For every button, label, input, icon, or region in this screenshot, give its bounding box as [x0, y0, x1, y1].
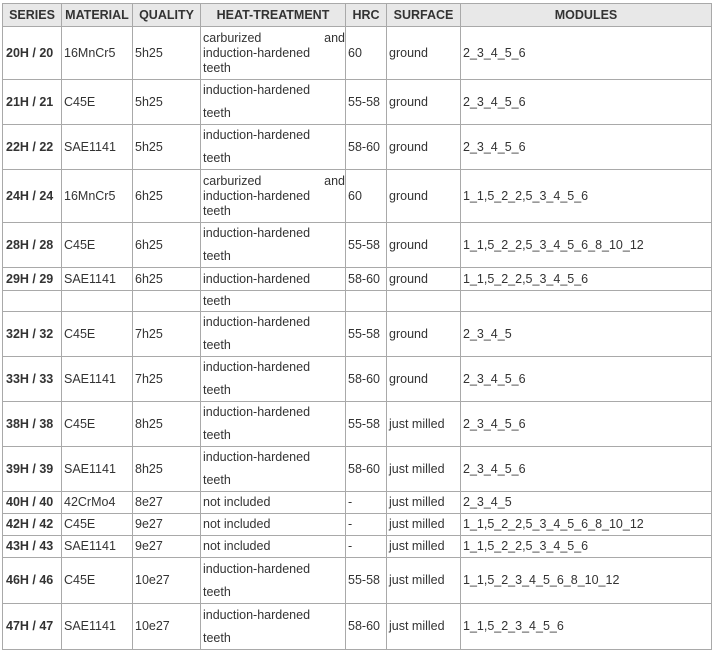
heat-treatment-cell	[201, 357, 346, 402]
surface-cell: ground	[387, 357, 461, 402]
material-cell: 42CrMo4	[62, 492, 133, 514]
heat-treatment-cell	[201, 536, 346, 558]
header-hrc: HRC	[346, 4, 387, 27]
series-cell: 24H / 24	[3, 170, 62, 223]
heat-treatment-line: teeth	[203, 584, 231, 599]
modules-cell: 2_3_4_5_6	[461, 402, 712, 447]
series-cell: 22H / 22	[3, 125, 62, 170]
table-row	[3, 514, 712, 536]
modules-cell: 2_3_4_5	[461, 312, 712, 357]
heat-treatment-cell	[201, 80, 346, 125]
header-row	[3, 4, 712, 27]
heat-treatment-line: induction-hardened	[203, 128, 311, 142]
modules-cell: 1_1,5_2_2,5_3_4_5_6_8_10_12	[461, 223, 712, 268]
table-row	[3, 312, 712, 357]
header-quality: QUALITY	[133, 4, 201, 27]
heat-treatment-line: not included	[203, 517, 271, 531]
quality-cell: 8h25	[133, 402, 201, 447]
surface-cell: ground	[387, 80, 461, 125]
quality-cell: 5h25	[133, 125, 201, 170]
heat-treatment-word: and	[324, 30, 345, 45]
heat-treatment-line: teeth	[203, 383, 231, 397]
heat-treatment-line: teeth	[203, 630, 231, 645]
table-row	[3, 27, 712, 80]
hrc-cell: 55-58	[346, 312, 387, 357]
series-cell: 43H / 43	[3, 536, 62, 558]
material-cell: C45E	[62, 402, 133, 447]
heat-treatment-line: induction-hardened	[203, 188, 311, 203]
heat-treatment-cell	[201, 558, 346, 604]
gear-series-table	[2, 3, 712, 650]
series-cell: 42H / 42	[3, 514, 62, 536]
surface-cell: just milled	[387, 447, 461, 492]
table-row	[3, 291, 712, 312]
modules-cell: 1_1,5_2_2,5_3_4_5_6_8_10_12	[461, 514, 712, 536]
heat-treatment-cell	[201, 514, 346, 536]
modules-cell: 2_3_4_5_6	[461, 357, 712, 402]
hrc-cell: 55-58	[346, 223, 387, 268]
modules-cell: 2_3_4_5_6	[461, 447, 712, 492]
quality-cell: 8h25	[133, 447, 201, 492]
heat-treatment-cell	[201, 125, 346, 170]
heat-treatment-line: teeth	[203, 151, 231, 165]
heat-treatment-line: teeth	[203, 106, 231, 120]
heat-treatment-line: not included	[203, 495, 271, 509]
hrc-cell: 58-60	[346, 268, 387, 291]
modules-cell: 2_3_4_5_6	[461, 80, 712, 125]
series-cell: 46H / 46	[3, 558, 62, 604]
material-cell: C45E	[62, 223, 133, 268]
quality-cell: 8e27	[133, 492, 201, 514]
modules-cell	[461, 291, 712, 312]
surface-cell: just milled	[387, 402, 461, 447]
heat-treatment-cell	[201, 492, 346, 514]
series-cell: 28H / 28	[3, 223, 62, 268]
modules-cell: 1_1,5_2_2,5_3_4_5_6	[461, 268, 712, 291]
quality-cell: 6h25	[133, 268, 201, 291]
material-cell: C45E	[62, 312, 133, 357]
material-cell: SAE1141	[62, 268, 133, 291]
surface-cell: ground	[387, 27, 461, 80]
table-row	[3, 268, 712, 291]
modules-cell: 1_1,5_2_2,5_3_4_5_6	[461, 170, 712, 223]
header-series: SERIES	[3, 4, 62, 27]
surface-cell: ground	[387, 223, 461, 268]
table-header	[3, 4, 712, 27]
material-cell: SAE1141	[62, 604, 133, 650]
heat-treatment-cell	[201, 27, 346, 80]
heat-treatment-word: carburized	[203, 173, 262, 188]
table-row	[3, 125, 712, 170]
hrc-cell: -	[346, 514, 387, 536]
surface-cell: ground	[387, 170, 461, 223]
table-row	[3, 357, 712, 402]
heat-treatment-cell	[201, 291, 346, 312]
quality-cell: 7h25	[133, 357, 201, 402]
surface-cell: just milled	[387, 604, 461, 650]
heat-treatment-cell	[201, 268, 346, 291]
quality-cell: 9e27	[133, 514, 201, 536]
quality-cell: 10e27	[133, 604, 201, 650]
header-surface: SURFACE	[387, 4, 461, 27]
material-cell: SAE1141	[62, 125, 133, 170]
heat-treatment-line: induction-hardened	[203, 450, 311, 464]
heat-treatment-line: induction-hardened	[203, 405, 311, 419]
hrc-cell: 60	[346, 27, 387, 80]
series-cell: 32H / 32	[3, 312, 62, 357]
surface-cell: ground	[387, 268, 461, 291]
series-cell: 33H / 33	[3, 357, 62, 402]
hrc-cell: 55-58	[346, 80, 387, 125]
hrc-cell: -	[346, 536, 387, 558]
heat-treatment-line: teeth	[203, 293, 231, 308]
table-row	[3, 170, 712, 223]
surface-cell: just milled	[387, 536, 461, 558]
material-cell	[62, 291, 133, 312]
heat-treatment-cell	[201, 604, 346, 650]
table-row	[3, 402, 712, 447]
heat-treatment-cell	[201, 402, 346, 447]
hrc-cell: 58-60	[346, 125, 387, 170]
hrc-cell: 58-60	[346, 447, 387, 492]
series-cell: 47H / 47	[3, 604, 62, 650]
modules-cell: 2_3_4_5_6	[461, 27, 712, 80]
heat-treatment-line: teeth	[203, 249, 231, 263]
heat-treatment-line: teeth	[203, 203, 231, 218]
material-cell: 16MnCr5	[62, 170, 133, 223]
series-cell: 39H / 39	[3, 447, 62, 492]
modules-cell: 1_1,5_2_2,5_3_4_5_6	[461, 536, 712, 558]
quality-cell	[133, 291, 201, 312]
modules-cell: 1_1,5_2_3_4_5_6_8_10_12	[461, 558, 712, 604]
table-row	[3, 223, 712, 268]
material-cell: 16MnCr5	[62, 27, 133, 80]
heat-treatment-line: teeth	[203, 338, 231, 352]
table-row	[3, 492, 712, 514]
heat-treatment-word: carburized	[203, 30, 262, 45]
heat-treatment-line: induction-hardened	[203, 607, 311, 622]
heat-treatment-word: and	[324, 173, 345, 188]
heat-treatment-line: teeth	[203, 60, 231, 75]
heat-treatment-cell	[201, 170, 346, 223]
table-row	[3, 447, 712, 492]
header-modules: MODULES	[461, 4, 712, 27]
surface-cell: just milled	[387, 492, 461, 514]
table-body	[3, 27, 712, 650]
heat-treatment-line: induction-hardened	[203, 360, 311, 374]
quality-cell: 7h25	[133, 312, 201, 357]
series-cell: 38H / 38	[3, 402, 62, 447]
quality-cell: 6h25	[133, 170, 201, 223]
series-cell: 40H / 40	[3, 492, 62, 514]
heat-treatment-line: not included	[203, 539, 271, 553]
header-material: MATERIAL	[62, 4, 133, 27]
hrc-cell: -	[346, 492, 387, 514]
heat-treatment-line: teeth	[203, 473, 231, 487]
heat-treatment-line: induction-hardened	[203, 561, 311, 576]
heat-treatment-cell	[201, 447, 346, 492]
series-cell: 20H / 20	[3, 27, 62, 80]
table-row	[3, 558, 712, 604]
material-cell: SAE1141	[62, 536, 133, 558]
surface-cell: ground	[387, 312, 461, 357]
material-cell: C45E	[62, 514, 133, 536]
heat-treatment-line	[203, 174, 345, 189]
hrc-cell: 60	[346, 170, 387, 223]
surface-cell: ground	[387, 125, 461, 170]
heat-treatment-line: induction-hardened	[203, 226, 311, 240]
material-cell: SAE1141	[62, 357, 133, 402]
quality-cell: 5h25	[133, 80, 201, 125]
quality-cell: 9e27	[133, 536, 201, 558]
surface-cell	[387, 291, 461, 312]
heat-treatment-line: induction-hardened	[203, 45, 311, 60]
hrc-cell: 58-60	[346, 604, 387, 650]
table-row	[3, 80, 712, 125]
modules-cell: 2_3_4_5	[461, 492, 712, 514]
heat-treatment-cell	[201, 312, 346, 357]
series-cell	[3, 291, 62, 312]
heat-treatment-line: induction-hardened	[203, 271, 311, 286]
modules-cell: 2_3_4_5_6	[461, 125, 712, 170]
hrc-cell: 58-60	[346, 357, 387, 402]
modules-cell: 1_1,5_2_3_4_5_6	[461, 604, 712, 650]
heat-treatment-cell	[201, 223, 346, 268]
series-cell: 21H / 21	[3, 80, 62, 125]
surface-cell: just milled	[387, 514, 461, 536]
heat-treatment-line	[203, 31, 345, 46]
material-cell: C45E	[62, 558, 133, 604]
heat-treatment-line: teeth	[203, 428, 231, 442]
heat-treatment-line: induction-hardened	[203, 315, 311, 329]
series-cell: 29H / 29	[3, 268, 62, 291]
material-cell: SAE1141	[62, 447, 133, 492]
table-row	[3, 536, 712, 558]
quality-cell: 6h25	[133, 223, 201, 268]
hrc-cell	[346, 291, 387, 312]
header-heat-treatment: HEAT-TREATMENT	[201, 4, 346, 27]
hrc-cell: 55-58	[346, 558, 387, 604]
material-cell: C45E	[62, 80, 133, 125]
table-row	[3, 604, 712, 650]
quality-cell: 5h25	[133, 27, 201, 80]
heat-treatment-line: induction-hardened	[203, 83, 311, 97]
quality-cell: 10e27	[133, 558, 201, 604]
surface-cell: just milled	[387, 558, 461, 604]
hrc-cell: 55-58	[346, 402, 387, 447]
